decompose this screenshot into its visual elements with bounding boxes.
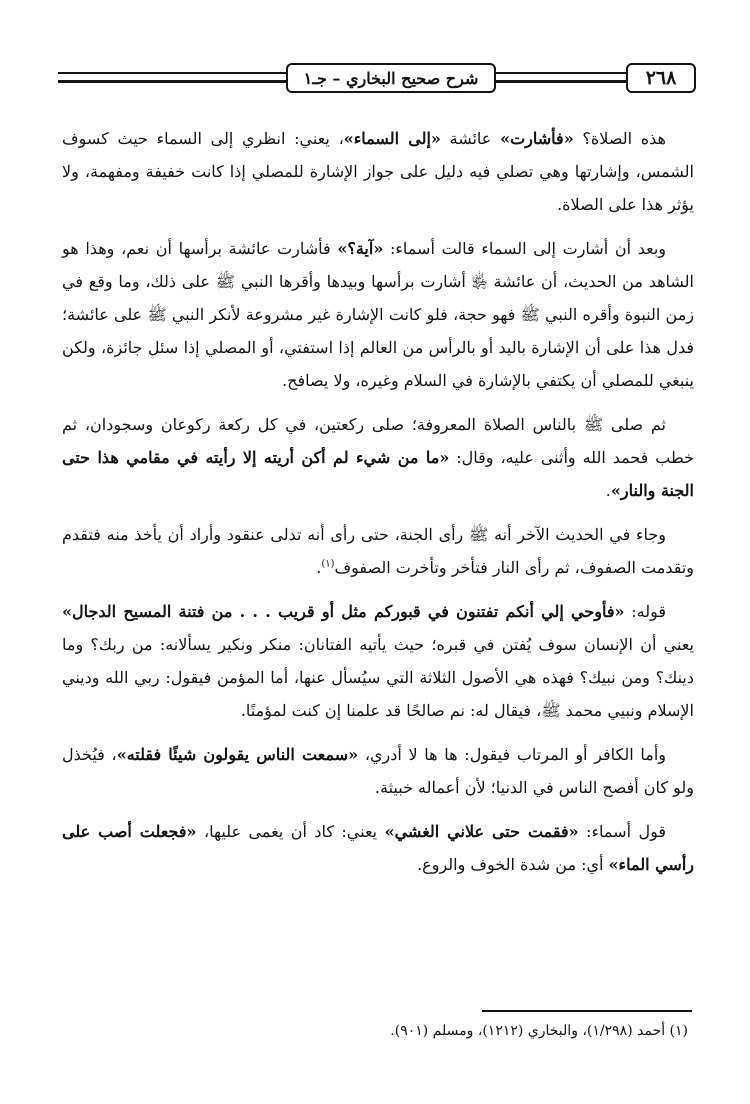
paragraph <box>62 595 694 727</box>
body-text: . <box>316 558 322 577</box>
paragraph <box>62 408 694 507</box>
body-text: وجاء في الحديث الآخر أنه ﷺ رأى الجنة، حتى رأى أنه تدلى عنقود وأراد أن يأخذ منه فتقدم وتقدمت الصفوف، ثم رأى النار فتأخر وتأخرت الصفوف <box>62 525 694 577</box>
page-body <box>62 122 694 892</box>
paragraph <box>62 738 694 804</box>
paragraph <box>62 815 694 881</box>
footnote-ref: (١) <box>321 558 335 570</box>
page-number: ٢٦٨ <box>626 63 696 93</box>
quote-text: «سمعت الناس يقولون شيئًا فقلته» <box>116 745 359 764</box>
body-text: قول أسماء: <box>578 822 666 841</box>
page-header <box>58 52 696 102</box>
body-text: هذه الصلاة؟ <box>573 129 666 148</box>
quote-text: «إلى السماء» <box>343 129 441 148</box>
body-text: أي: من شدة الخوف والروع. <box>417 855 609 874</box>
paragraph <box>62 122 694 221</box>
body-text: فأشارت عائشة برأسها أن نعم، وهذا هو الشاهد من الحديث، أن عائشة ﵂ أشارت برأسها وبيدها وأقرها النبي ﷺ على ذلك، وما وقع في زمن النبوة وأقره النبي ﷺ فهو حجة، فلو كانت الإشارة غير مشروعة لأنكر النبي ﷺ على عائشة؛ فدل هذا على أن الإشارة باليد أو بالرأس من العالم إذا استفتي، أو المصلي إذا سئل جائزة، ولكن ينبغي للمصلي أن يكتفي بالإشارة في السلام وغيره، ولا يصافح. <box>62 239 694 390</box>
quote-text: «ما من شيء لم أكن أريته إلا رأيته في مقامي هذا حتى الجنة والنار» <box>62 448 694 500</box>
quote-text: «فقمت حتى علاني الغشي» <box>384 822 579 841</box>
footnote-rule <box>482 1010 692 1012</box>
body-text: ، يعني: انظري إلى السماء حيث كسوف الشمس، وإشارتها وهي تصلي فيه دليل على جواز الإشارة للمصلي إذا كانت خفيفة ومفهمة، ولا يؤثر هذا على الصلاة. <box>62 129 694 214</box>
body-text: وأما الكافر أو المرتاب فيقول: ها ها لا أدري، <box>358 745 667 764</box>
body-text: يعني أن الإنسان سوف يُفتن في قبره؛ حيث يأتيه الفتانان: منكر ونكير يسألانه: من ربك؟ وما دينك؟ ومن نبيك؟ فهذه هي الأصول الثلاثة التي سيُسأل عنها، أما المؤمن فيقول: ربي الله وديني الإسلام ونبيي محمد ﷺ، فيقال له: نم صالحًا قد علمنا إن كنت لمؤمنًا. <box>62 635 694 720</box>
book-title: شرح صحيح البخاري – جـ١ <box>286 63 496 93</box>
footnote: (١) أحمد (١/٢٩٨)، والبخاري (١٢١٢)، ومسلم (٩٠١). <box>390 1023 688 1039</box>
body-text: ، فيُخذل ولو كان أفصح الناس في الدنيا؛ لأن أعماله خبيثة. <box>62 745 694 797</box>
paragraph <box>62 518 694 584</box>
body-text: يعني: كاد أن يغمى عليها، <box>196 822 385 841</box>
quote-text: «فأوحي إلي أنكم تفتنون في قبوركم مثل أو قريب . . . من فتنة المسيح الدجال» <box>62 602 625 621</box>
quote-text: «فجعلت أصب على رأسي الماء» <box>62 822 694 874</box>
body-text: عائشة <box>440 129 501 148</box>
body-text: وبعد أن أشارت إلى السماء قالت أسماء: <box>383 239 666 258</box>
paragraph <box>62 232 694 397</box>
quote-text: «فأشارت» <box>500 129 574 148</box>
quote-text: «آية؟» <box>337 239 384 258</box>
body-text: ثم صلى ﷺ بالناس الصلاة المعروفة؛ صلى ركعتين، في كل ركعة ركوعان وسجودان، ثم خطب فحمد الله وأثنى عليه، وقال: <box>62 415 694 467</box>
body-text: . <box>605 481 611 500</box>
body-text: قوله: <box>624 602 667 621</box>
